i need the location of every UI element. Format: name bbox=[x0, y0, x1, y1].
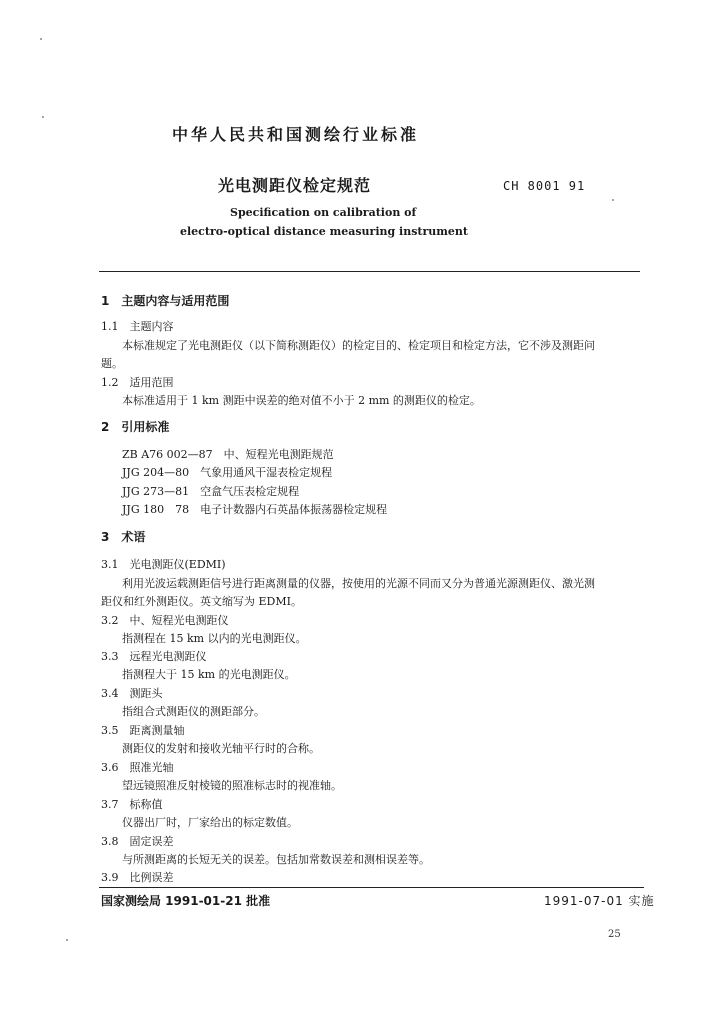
industry-standard-title: 中华人民共和国测绘行业标准 bbox=[172, 125, 420, 144]
section-1-1-text-line1: 本标准规定了光电测距仪（以下简称测距仪）的检定目的、检定项目和检定方法，它不涉及测距问 bbox=[122, 339, 595, 352]
scan-speck bbox=[42, 116, 44, 118]
term-3-6-label: 3.6 照准光轴 bbox=[101, 761, 174, 774]
term-3-4-label: 3.4 测距头 bbox=[101, 687, 163, 700]
section-2-heading: 2 引用标准 bbox=[101, 420, 170, 434]
term-3-7-label: 3.7 标称值 bbox=[101, 798, 163, 811]
reference-item: ZB A76 002—87 中、短程光电测距规范 bbox=[122, 448, 334, 461]
scan-speck bbox=[40, 38, 42, 40]
term-3-2-text: 指测程在 15 km 以内的光电测距仪。 bbox=[122, 632, 307, 645]
term-3-4-text: 指组合式测距仪的测距部分。 bbox=[122, 705, 265, 718]
section-1-1-label: 1.1 主题内容 bbox=[101, 320, 174, 333]
term-3-9-label: 3.9 比例误差 bbox=[101, 871, 174, 884]
term-3-1-label: 3.1 光电测距仪(EDMI) bbox=[101, 558, 226, 571]
term-3-3-label: 3.3 远程光电测距仪 bbox=[101, 650, 207, 663]
section-1-2-label: 1.2 适用范围 bbox=[101, 376, 174, 389]
term-3-5-label: 3.5 距离测量轴 bbox=[101, 724, 185, 737]
term-3-8-text: 与所测距离的长短无关的误差。包括加常数误差和测相误差等。 bbox=[122, 853, 430, 866]
term-3-7-text: 仪器出厂时，厂家给出的标定数值。 bbox=[122, 816, 298, 829]
term-3-1-text-line2: 距仪和红外测距仪。英文缩写为 EDMI。 bbox=[101, 595, 302, 608]
term-3-5-text: 测距仪的发射和接收光轴平行时的合称。 bbox=[122, 742, 320, 755]
footer-rule bbox=[99, 887, 644, 888]
scan-speck bbox=[66, 939, 68, 941]
scan-speck bbox=[612, 199, 614, 201]
reference-item: JJG 273—81 空盒气压表检定规程 bbox=[122, 485, 300, 498]
term-3-8-label: 3.8 固定误差 bbox=[101, 835, 174, 848]
term-3-6-text: 望远镜照准反射棱镜的照准标志时的视准轴。 bbox=[122, 779, 342, 792]
reference-item: JJG 204—80 气象用通风干湿表检定规程 bbox=[122, 466, 333, 479]
standard-title-en-line2: electro-optical distance measuring instrument bbox=[180, 225, 468, 238]
reference-item: JJG 180 78 电子计数器内石英晶体振荡器检定规程 bbox=[122, 503, 388, 516]
standard-title-en-line1: Specification on calibration of bbox=[230, 206, 417, 219]
section-1-heading: 1 主题内容与适用范围 bbox=[101, 294, 230, 308]
approval-note: 国家测绘局 1991-01-21 批准 bbox=[101, 894, 271, 908]
standard-code: CH 8001 91 bbox=[503, 179, 586, 193]
section-1-1-text-line2: 题。 bbox=[101, 357, 123, 370]
effective-date-note: 1991-07-01 实施 bbox=[544, 894, 655, 908]
header-rule bbox=[99, 271, 640, 272]
section-1-2-text: 本标准适用于 1 km 测距中误差的绝对值不小于 2 mm 的测距仪的检定。 bbox=[122, 394, 481, 407]
term-3-2-label: 3.2 中、短程光电测距仪 bbox=[101, 614, 229, 627]
term-3-3-text: 指测程大于 15 km 的光电测距仪。 bbox=[122, 668, 296, 681]
standard-title-cn: 光电测距仪检定规范 bbox=[218, 176, 372, 195]
term-3-1-text-line1: 利用光波运载测距信号进行距离测量的仪器，按使用的光源不同而又分为普通光源测距仪、激光测 bbox=[122, 577, 595, 590]
page-number: 25 bbox=[608, 929, 621, 940]
section-3-heading: 3 术语 bbox=[101, 530, 146, 544]
